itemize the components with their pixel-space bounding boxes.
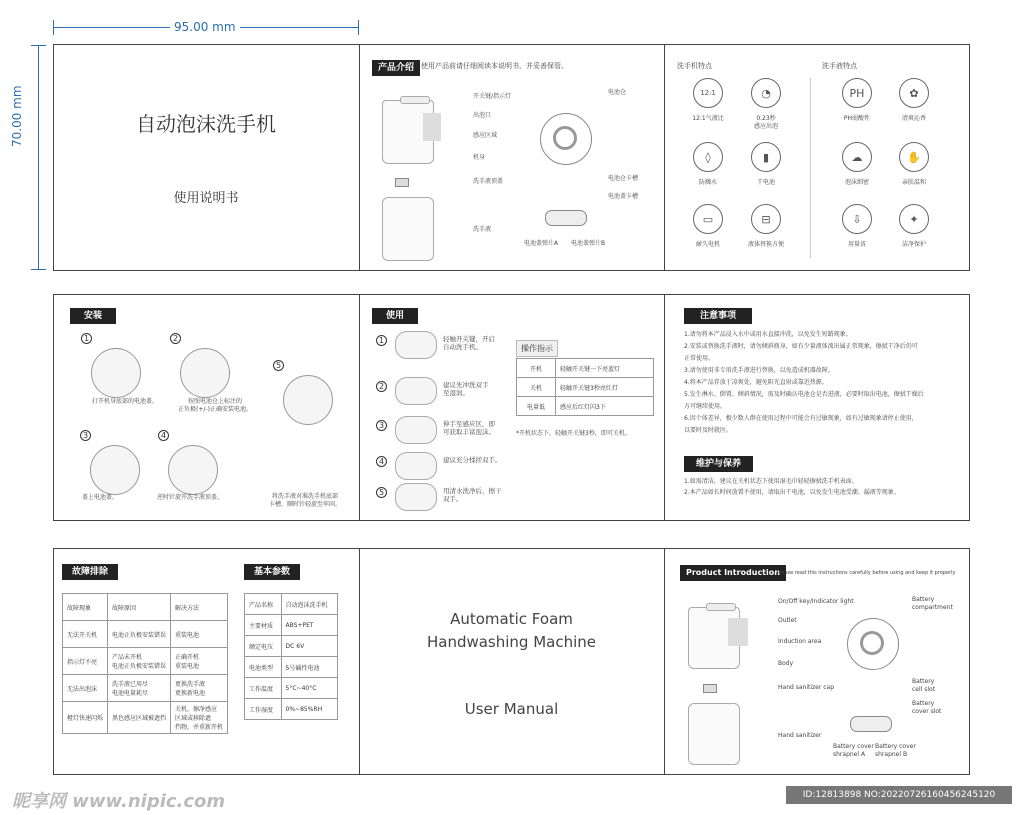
guide-cell: 轻触开关键一下亮蓝灯 [556,359,654,378]
trouble-cell: 电池正负极安装错误 [108,621,171,648]
usage-step-text: 伸手至感应区，即 可获取丰富泡沫。 [443,420,495,436]
sensor-area-illustration [423,113,441,141]
install-step-text: 逆时针旋开洗手液顶盖。 [156,494,223,501]
trouble-cell: 黑色感应区域被遮挡 [108,702,171,734]
en-label-body: Body [778,660,794,667]
params-row [245,594,338,615]
label-liquid: 洗手液 [473,226,492,233]
guide-row [517,378,654,397]
row2-divider-2 [664,294,665,521]
cover-subtitle: 使用说明书 [173,191,239,206]
params-cell: 5°C~40°C [281,678,337,699]
params-row [245,615,338,636]
label-battery-compartment: 电池仓 [608,89,627,96]
note-item: 正常使用。 [684,355,715,362]
params-row [245,699,338,720]
note-item: 以要时及时就医。 [684,427,733,434]
label-outlet: 出泡口 [473,112,492,119]
note-item: 1.请勿将本产品浸入水中或用水直接冲洗，以免发生短路现象。 [684,331,852,338]
features-divider [810,78,811,258]
flower-icon: ✿ [899,78,929,108]
usage-illustration [395,483,437,511]
install-illustration [283,375,333,425]
usage-step-text: 建议充分揉搓双手。 [443,456,502,464]
note-item: 3.请勿使用非专用洗手液进行替换，以免造成机器故障。 [684,367,834,374]
params-cell: 产品名称 [245,594,282,615]
maintenance-tag: 维护与保养 [684,456,753,472]
notes-tag: 注意事项 [684,308,752,324]
en-label-sanitizer: Hand sanitizer [778,732,822,739]
row3-divider-2 [664,548,665,775]
watermark-left: 昵享网 www.nipic.com [12,791,226,812]
liquid-features-title: 洗手液特点 [822,62,857,70]
install-illustration [90,445,140,495]
usage-tag: 使用 [372,308,418,324]
params-cell: 工作湿度 [245,699,282,720]
sanitizer-bottle-illustration [382,197,434,261]
refill-icon: ⊟ [751,204,781,234]
usage-step-text: 用清水洗净后，擦干 双手。 [443,487,502,503]
waterproof-icon: ◊ [693,142,723,172]
width-dimension-tick-left [53,20,54,35]
label-cap: 洗手液顶盖 [473,178,504,185]
hand-icon: ✋ [899,142,929,172]
trouble-row [63,621,228,648]
english-intro-tag: Product Introduction [680,565,786,581]
en-label-switch: On/Off key/Indicator light [778,598,854,605]
guide-cell: 关机 [517,378,556,397]
params-cell: 0%~85%RH [281,699,337,720]
cover-title: 自动泡沫洗手机 [136,112,276,136]
ph-icon: PH [842,78,872,108]
en-label-battery-compartment: Battery compartment [912,596,953,611]
install-step-text: 打开机身底部的电池盖。 [91,398,158,405]
params-cell: DC 6V [281,636,337,657]
height-dimension-line [38,45,39,270]
install-step-text: 盖上电池盖。 [81,494,118,501]
guide-row [517,397,654,416]
height-dimension-label: 70.00 mm [10,74,24,150]
params-cell: ABS+PET [281,615,337,636]
install-illustration [180,348,230,398]
trouble-table [62,593,228,734]
english-subtitle: User Manual [464,700,559,718]
product-intro-tag: 产品介绍 [372,60,420,76]
trouble-header-row [63,594,228,621]
install-step-number: 1 [81,333,92,344]
en-battery-cover-illustration [850,716,892,732]
height-dimension-tick-bottom [31,269,46,270]
usage-step-number: 4 [376,456,387,467]
trouble-row [63,702,228,734]
en-label-battery-slot: Battery cell slot [912,678,936,693]
guide-footnote: *开机状态下，轻触开关键3秒，即可关机。 [516,430,631,437]
usage-illustration [395,416,437,444]
motor-icon: ▭ [693,204,723,234]
usage-step-number: 5 [376,487,387,498]
trouble-header-cell: 解决方法 [171,594,228,621]
row1-divider-1 [359,44,360,271]
params-row [245,636,338,657]
foam-icon: ☁ [842,142,872,172]
row1-divider-2 [664,44,665,271]
notes-list [684,329,959,437]
feature-label: 干电池 [756,179,775,186]
trouble-cell: 橙灯快速闪烁 [63,702,108,734]
english-title-line1: Automatic Foam [450,610,573,628]
row3-divider-1 [359,548,360,775]
params-tag: 基本参数 [244,564,300,580]
usage-step-text: 建议先冲洗双手 至湿润。 [443,381,489,397]
params-cell: 主要材质 [245,615,282,636]
install-step-number: 5 [273,360,284,371]
feature-label: 0.23秒 感应出泡 [753,115,778,130]
battery-cells-illustration [553,126,577,150]
params-table [244,593,338,720]
usage-step-text: 轻触开关键，开启 自动洗手机。 [443,335,495,351]
params-row [245,657,338,678]
params-cell: 工作温度 [245,678,282,699]
trouble-header-cell: 故障现象 [63,594,108,621]
arrow-down-icon: ⇩ [842,204,872,234]
feature-label: 洁净保护 [901,241,926,248]
trouble-cell: 正确开机 重装电池 [171,648,228,675]
maintenance-item: 2.本产品如长时间放置不使用，请取出干电池，以免发生电池受潮、漏液等现象。 [684,489,900,496]
guide-cell: 轻触开关键3秒亮红灯 [556,378,654,397]
timer-icon: ◔ [751,78,781,108]
install-step-text: 将洗手液对准洗手机底部 卡槽，顺时针轻旋至牢固。 [268,493,341,508]
en-cap-illustration [703,684,717,693]
params-cell: 5号碱性电池 [281,657,337,678]
foam-outlet-illustration [400,96,430,104]
feature-label: 清爽沁香 [901,115,926,122]
machine-features-title: 洗手机特点 [677,62,712,70]
watermark-id: ID:12813898 NO:20220726160456245120 [786,786,1012,804]
english-title-line2: Handwashing Machine [426,633,597,651]
en-bottle-illustration [688,703,740,765]
english-intro-note: Please read this instructions carefully before using and keep it properly [777,570,956,576]
width-dimension-tick-right [358,20,359,35]
label-battery-slot: 电池仓卡槽 [608,175,639,182]
usage-step-number: 3 [376,420,387,431]
feature-label: 防溅水 [698,179,717,186]
label-body: 机身 [473,154,486,161]
en-outlet-illustration [706,603,736,611]
guide-cell: 感应后红灯闪3下 [556,397,654,416]
params-cell: 电池类型 [245,657,282,678]
trouble-row [63,648,228,675]
sparkle-icon: ✦ [899,204,929,234]
label-cover-slot: 电池盖卡槽 [608,193,639,200]
maintenance-list [684,476,959,498]
trouble-cell: 关机，擦净感应 区域或移除遮 挡物，并重新开机 [171,702,228,734]
usage-illustration [395,377,437,405]
feature-label: 液体替换方便 [747,241,784,248]
trouble-row [63,675,228,702]
en-sensor-illustration [728,618,748,646]
en-label-cap: Hand sanitizer cap [778,684,834,691]
feature-label: 用量省 [847,241,866,248]
product-intro-note: 使用产品前请仔细阅读本说明书，并妥善保管。 [421,62,568,70]
en-label-outlet: Outlet [778,617,797,624]
feature-label: 12:1气液比 [692,115,724,122]
en-label-induction: Induction area [778,638,822,645]
install-step-text: 按照电池仓上标注的 正负极(+/-)正确安装电池。 [178,398,252,413]
trouble-tag: 故障排除 [62,564,118,580]
usage-illustration [395,452,437,480]
guide-title: 操作指示 [516,340,558,357]
usage-illustration [395,331,437,359]
install-illustration [168,445,218,495]
guide-row [517,359,654,378]
note-item: 方可继续使用。 [684,403,727,410]
label-sensor: 感应区域 [473,132,498,139]
height-dimension-tick-top [31,45,46,46]
trouble-cell: 更换洗手液 更换新电池 [171,675,228,702]
label-switch: 开关键/指示灯 [473,93,512,100]
row2-divider-1 [359,294,360,521]
trouble-cell: 无法开关机 [63,621,108,648]
feature-label: 耐久电机 [695,241,720,248]
install-tag: 安装 [70,308,116,324]
battery-cover-illustration [545,210,587,226]
trouble-cell: 重装电池 [171,621,228,648]
en-label-cover-slot: Battery cover slot [912,700,942,715]
install-step-number: 2 [170,333,181,344]
label-shrapnel-b: 电池盖弹片B [571,240,606,247]
usage-step-number: 1 [376,335,387,346]
feature-label: PH弱酸性 [843,115,871,122]
params-cell: 自动泡沫洗手机 [281,594,337,615]
params-cell: 额定电压 [245,636,282,657]
params-row [245,678,338,699]
install-step-number: 3 [80,430,91,441]
trouble-cell: 指示灯不亮 [63,648,108,675]
ratio-icon: 12:1 [693,78,723,108]
en-label-shrapnel-a: Battery cover shrapnel A [833,743,874,758]
note-item: 5.发生淋水、倒置、倾斜情况，需及时确认电池仓是否进液，必要时取出电池，擦拭干燥后 [684,391,924,398]
feature-label: 泡沫细密 [844,179,869,186]
note-item: 4.将本产品存放于凉爽处，避免阳光直射或靠近热源。 [684,379,828,386]
trouble-header-cell: 故障原因 [108,594,171,621]
en-battery-cells-illustration [860,631,884,655]
label-shrapnel-a: 电池盖弹片A [524,240,559,247]
guide-table [516,358,654,416]
install-step-number: 4 [158,430,169,441]
trouble-cell: 洗手液已用尽 电池电量耗尽 [108,675,171,702]
guide-cell: 电量低 [517,397,556,416]
width-dimension-label: 95.00 mm [170,20,240,34]
note-item: 6.因个体差异，极少数人群在使用过程中可能会有过敏现象，如有过敏现象请停止使用， [684,415,918,422]
install-illustration [91,348,141,398]
row1-panel [53,44,970,271]
feature-label: 亲肤温和 [901,179,926,186]
trouble-cell: 产品未开机 电池正负极安装错误 [108,648,171,675]
usage-step-number: 2 [376,381,387,392]
maintenance-item: 1.如需清洁，建议在关机状态下使用湿毛巾轻轻擦拭洗手机表面。 [684,478,858,485]
cap-illustration [395,178,409,187]
note-item: 2.安装或替换洗手液时，请勿倾斜瓶身，如有少量液体流出属正常现象，擦拭干净后仍可 [684,343,918,350]
trouble-cell: 无法出泡沫 [63,675,108,702]
en-label-shrapnel-b: Battery cover shrapnel B [875,743,916,758]
battery-icon: ▮ [751,142,781,172]
guide-cell: 开机 [517,359,556,378]
